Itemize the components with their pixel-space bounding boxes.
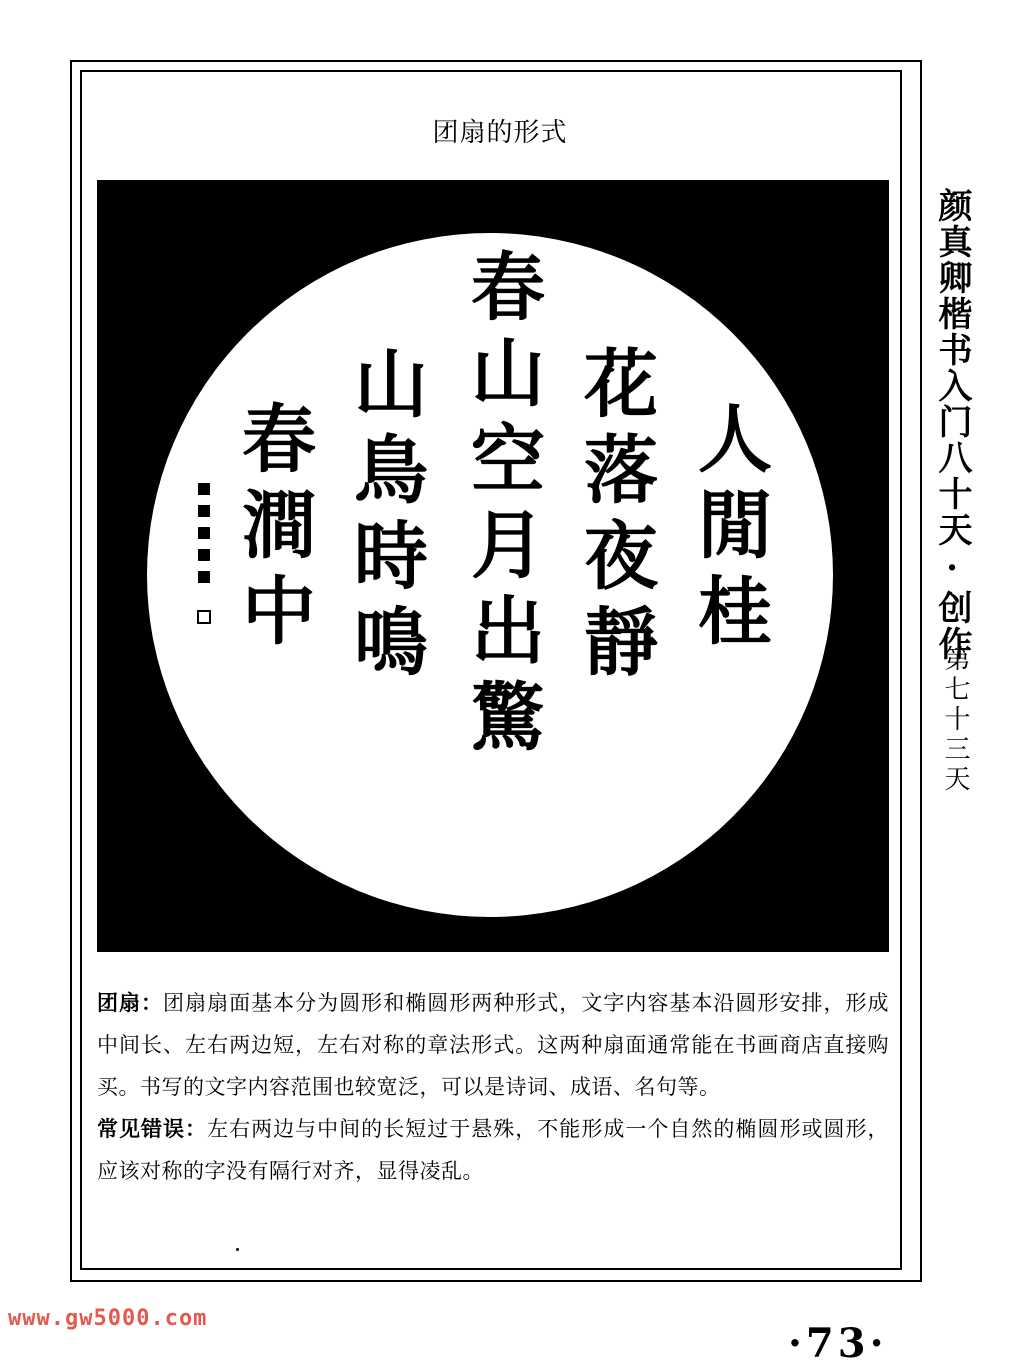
signature-marks [198,483,212,593]
paragraph-tuanshan [97,982,889,1108]
poem-column-3: 春山空月出驚 [459,248,545,764]
poem-column-5: 春澗中 [230,400,316,658]
poem-column-2: 花落夜靜 [572,345,658,689]
watermark-url: www.gw5000.com [8,1306,208,1331]
page-number: ·73· [788,1320,888,1367]
poem-column-1: 人閒桂 [686,400,772,658]
paragraph-label: 常见错误： [97,1116,208,1141]
seal-mark [197,610,211,624]
print-speck [236,1248,239,1251]
paragraph-label: 团扇： [97,990,164,1015]
description-text [97,982,889,1192]
book-title-vertical: 颜真卿楷书入门八十天·创作 [932,188,972,662]
poem-column-4: 山鳥時鳴 [342,345,428,689]
figure-title: 团扇的形式 [432,118,568,148]
day-label-vertical: 第七十三天 [940,645,970,795]
paragraph-common-errors [97,1108,889,1192]
paragraph-body: 团扇扇面基本分为圆形和椭圆形两种形式，文字内容基本沿圆形安排，形成中间长、左右两边短，左右对称的章法形式。这两种扇面通常能在书画商店直接购买。书写的文字内容范围也较宽泛，可以是诗词、成语、名句等。 [97,991,890,1099]
paragraph-body: 左右两边与中间的长短过于悬殊，不能形成一个自然的椭圆形或圆形，应该对称的字没有隔行对齐，显得凌乱。 [97,1117,890,1183]
